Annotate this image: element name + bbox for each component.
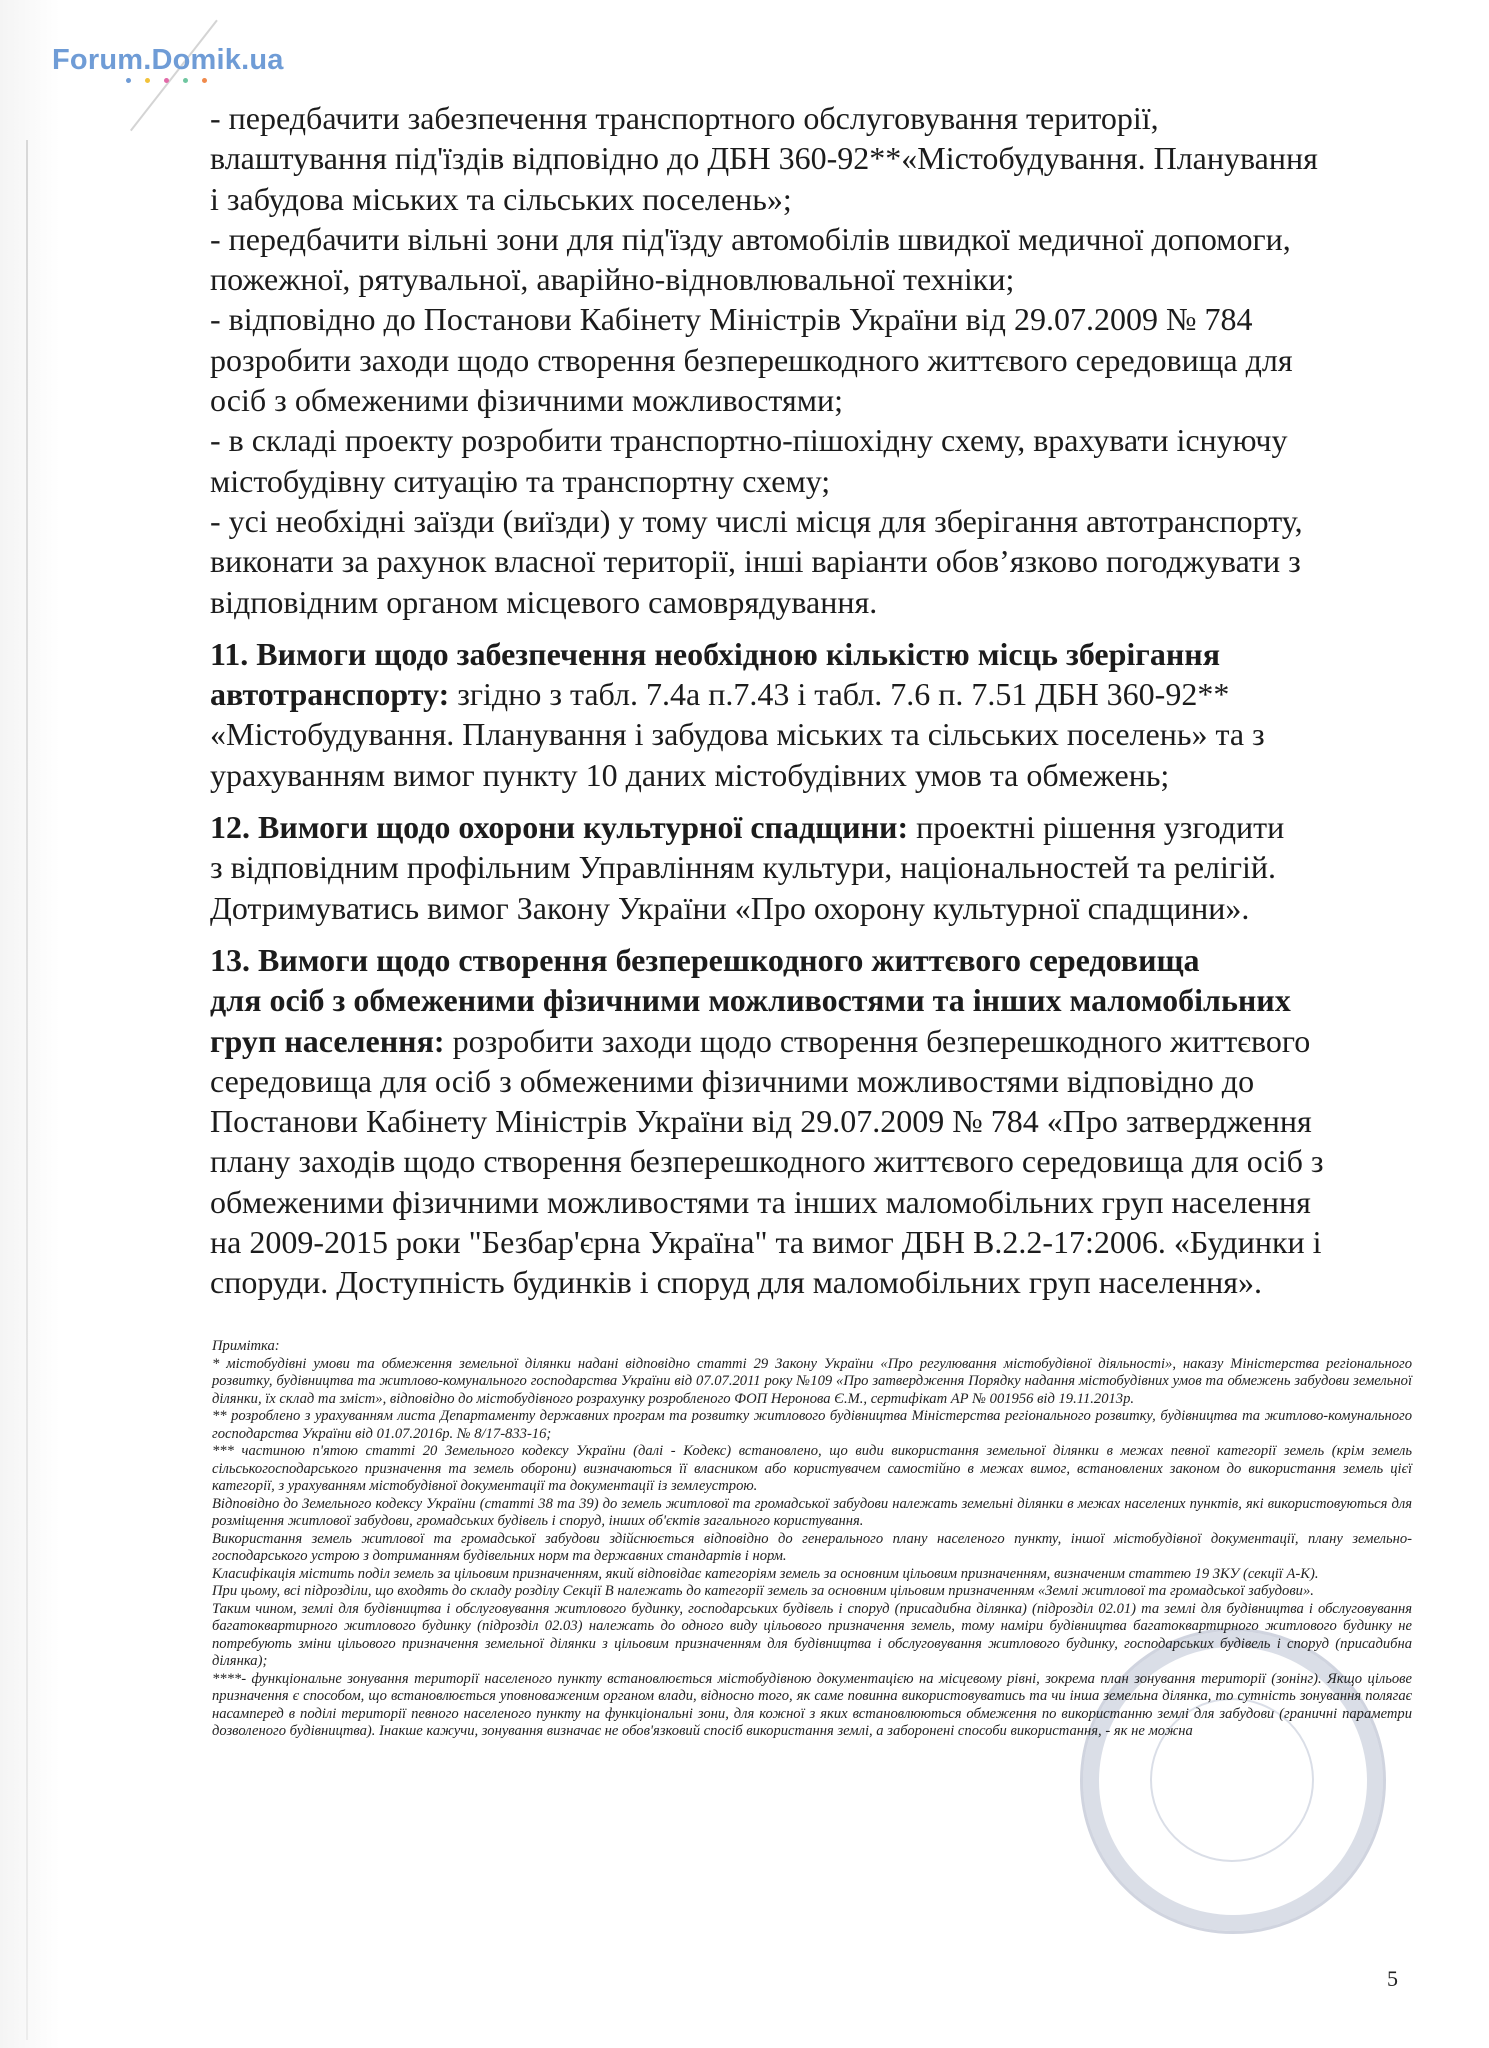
section-11-line: урахуванням вимог пункту 10 даних містобудівних умов та обмежень; <box>210 756 1170 793</box>
body-line: - відповідно до Постанови Кабінету Міністрів України від 29.07.2009 № 784 <box>210 301 1253 338</box>
section-13-heading <box>210 940 1415 980</box>
section-13-line: споруди. Доступність будинків і споруд для маломобільних груп населення». <box>210 1264 1262 1301</box>
footnote: *** частиною п'ятою статті 20 Земельного кодексу України (далі - Кодекс) встановлено, що види використання земельної ділянки в межах певної категорії земель (крім земель сільськогосподарського призначення та земель оборони) визначаються її власником або користувачем самостійно в межах вимог, встановлених законом до використання земель цієї категорії, з урахуванням містобудівної документації та документації із землеустрою. <box>212 1443 1412 1494</box>
watermark-dot <box>126 78 131 83</box>
body-line: - в складі проекту розробити транспортно-пішохідну схему, врахувати існуючу <box>210 422 1288 459</box>
watermark-dots <box>126 78 207 83</box>
footnote: ****- функціональне зонування території населеного пункту встановлюється містобудівною документацією на місцевому рівні, зокрема план зонування території (зонінг). Якщо цільове призначення є способом, що встановлюється уповноваженим органом влади, відносно того, як саме повинна використовуватись та чи інша земельна ділянка, то сутність зонування полягає насамперед в поділі території певного населеного пункту на функціональні зони, для кожної з яких встановлюються обмеження по використанню землі для забудови (граничні параметри дозволеного будівництва). Інакше кажучи, зонування визначає не обов'язковий спосіб використання землі, а заборонені способи використання, - як не можна <box>212 1670 1412 1739</box>
footnote: Відповідно до Земельного кодексу України (статті 38 та 39) до земель житлової та громадської забудови належать земельні ділянки в межах населених пунктів, які використовуються для розміщення житлової забудови, громадських будівель і споруд, інших об'єктів загального користування. <box>212 1495 1412 1529</box>
section-12-line: з відповідним профільним Управлінням культури, національностей та релігій. <box>210 849 1277 886</box>
watermark-dot <box>164 78 169 83</box>
section-11-heading <box>210 634 1415 674</box>
footnote: При цьому, всі підрозділи, що входять до складу розділу Секції В належать до категорії земель за основним цільовим призначенням «Землі житлової та громадської забудови». <box>212 1583 1314 1599</box>
watermark-dot <box>202 78 207 83</box>
footnote: Використання земель житлової та громадської забудови здійснюється відповідно до генерального плану населеного пункту, іншої містобудівної документації, плану земельно- господарського устрою з дотриманням будівельних норм та державних стандартів і норм. <box>212 1530 1412 1564</box>
watermark-dot <box>183 78 188 83</box>
section-13-title-end: груп населення: <box>210 1022 445 1059</box>
section-12-line: Дотримуватись вимог Закону України «Про охорону культурної спадщини». <box>210 889 1250 926</box>
body-line: відповідним органом місцевого самоврядування. <box>210 583 878 620</box>
footnote: * містобудівні умови та обмеження земельної ділянки надані відповідно статті 29 Закону України «Про регулювання містобудівної діяльності», наказу Міністерства регіонального розвитку, будівництва та житлово-комунального господарства України від 07.07.2011 року №109 «Про затвердження Порядку надання містобудівних умов та обмежень забудови земельної ділянки, їх склад та зміст», відповідно до містобудівного розрахунку розробленого ФОП Неронова Є.М., сертифікат АР № 001956 від 19.11.2013р. <box>212 1355 1412 1407</box>
paper-fold-edge <box>26 140 28 2040</box>
footnote: Таким чином, землі для будівництва і обслуговування житлового будинку, господарських будівель і споруд (присадибна ділянка) (підрозділ 02.01) та землі для будівництва і обслуговування багатоквартирного житлового будинку (підрозділ 02.03) належать до одного виду цільового призначення земель, тому наміри будівництва багатоквартирного житлового будинку не потребують зміни цільового призначення земельної ділянки з цільовим призначенням для будівництва і обслуговування житлового будинку, господарських будівель і споруд (присадибна ділянка); <box>212 1600 1412 1669</box>
section-11-line <box>210 674 1415 714</box>
body-line: розробити заходи щодо створення безперешкодного життєвого середовища для <box>210 341 1293 378</box>
section-12-title: 12. Вимоги щодо охорони культурної спадщини: <box>210 809 909 846</box>
section-11-title: 11. Вимоги щодо забезпечення необхідною кількістю місць зберігання <box>210 635 1221 672</box>
section-13-title-cont: для осіб з обмеженими фізичними можливостями та інших маломобільних <box>210 982 1291 1019</box>
section-13-heading <box>210 980 1415 1020</box>
section-13-title: 13. Вимоги щодо створення безперешкодного життєвого середовища <box>210 941 1200 978</box>
watermark-dot <box>145 78 150 83</box>
section-11-title-cont: автотранспорту: <box>210 676 450 713</box>
section-13-line: плану заходів щодо створення безперешкодного життєвого середовища для осіб з <box>210 1143 1324 1180</box>
section-12-text: проектні рішення узгодити <box>908 809 1285 846</box>
section-13-line <box>210 1021 1415 1061</box>
section-13-line: Постанови Кабінету Міністрів України від 29.07.2009 № 784 «Про затвердження <box>210 1103 1312 1140</box>
section-11-line: «Містобудування. Планування і забудова міських та сільських поселень» та з <box>210 716 1265 753</box>
page-number: 5 <box>1387 1966 1398 1991</box>
body-line: - усі необхідні заїзди (виїзди) у тому числі місця для зберігання автотранспорту, <box>210 502 1303 539</box>
section-13-line: середовища для осіб з обмеженими фізичними можливостями відповідно до <box>210 1062 1255 1099</box>
body-line: і забудова міських та сільських поселень»; <box>210 180 792 217</box>
body-line: - передбачити забезпечення транспортного обслуговування території, <box>210 100 1159 136</box>
section-13-text: розробити заходи щодо створення безперешкодного життєвого <box>444 1022 1311 1059</box>
body-line: виконати за рахунок власної території, інші варіанти обов’язково погоджувати з <box>210 543 1301 580</box>
section-13-line: обмеженими фізичними можливостями та інших маломобільних груп населення <box>210 1183 1311 1220</box>
body-line: осіб з обмеженими фізичними можливостями; <box>210 382 843 419</box>
footnote: Класифікація містить поділ земель за цільовим призначенням, який відповідає категоріям земель за основним цільовим призначенням, визначеним статтею 19 ЗКУ (секції А-К). <box>212 1565 1319 1582</box>
section-11-text: згідно з табл. 7.4а п.7.43 і табл. 7.6 п. 7.51 ДБН 360-92** <box>449 676 1230 713</box>
watermark-logo: Forum.Domik.ua <box>52 44 284 76</box>
footnote: ** розроблено з урахуванням листа Департаменту державних програм та розвитку житлового будівництва Міністерства регіонального розвитку, будівництва та житлово-комунального господарства України від 01.07.2016р. № 8/17-833-16; <box>212 1408 1412 1442</box>
footnotes <box>212 1338 1412 1741</box>
body-line: - передбачити вільні зони для під'їзду автомобілів швидкої медичної допомоги, <box>210 220 1291 257</box>
footnote-heading: Примітка: <box>212 1338 280 1354</box>
body-line: влаштування під'їздів відповідно до ДБН 360-92**«Містобудування. Планування <box>210 140 1318 177</box>
section-13-line: на 2009-2015 роки "Безбар'єрна Україна" та вимог ДБН В.2.2-17:2006. «Будинки і <box>210 1224 1322 1261</box>
document-body <box>210 98 1415 1303</box>
body-line: пожежної, рятувальної, аварійно-відновлювальної техніки; <box>210 261 1015 298</box>
body-line: містобудівну ситуацію та транспортну схему; <box>210 462 831 499</box>
section-12-heading <box>210 807 1415 847</box>
